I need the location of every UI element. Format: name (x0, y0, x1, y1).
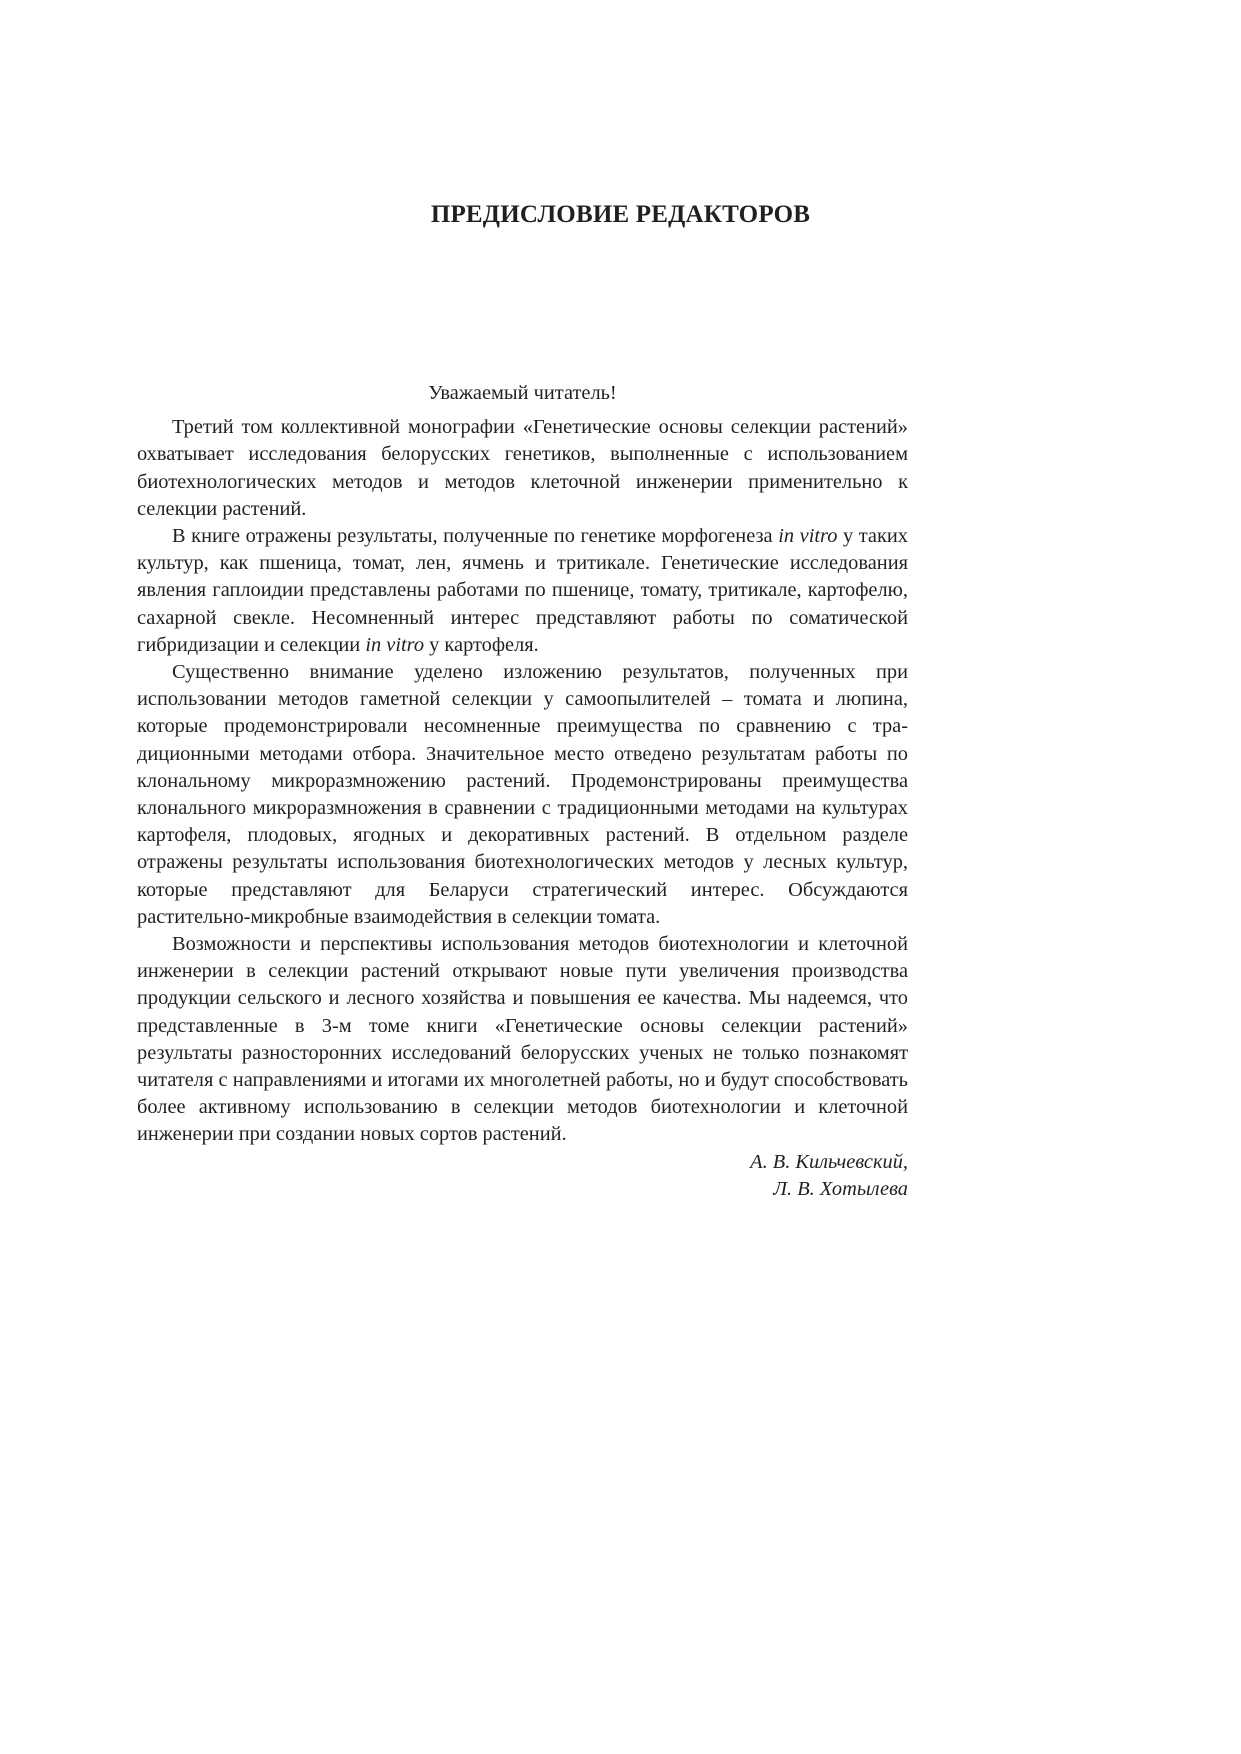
page-title: ПРЕДИСЛОВИЕ РЕДАКТОРОВ (430, 201, 811, 228)
paragraph-2-text-c: у таких культур, как пшеница, томат, лен, ячмень и тритикале. Генетические исследования явления гаплоидии представлены работами по пшенице, томату, тритикале, картофелю, сахарной свекле. Несомненный интерес представляют работы по соматической гибридизации и селекции (137, 525, 908, 656)
paragraph-2-text-a: В книге отражены результаты, полученные по генетике морфогенеза (172, 525, 779, 548)
paragraph-2-in-vitro-2: in vitro (365, 633, 425, 656)
signature-second-author: Л. В. Хотылева (773, 1177, 908, 1200)
paragraph-2-text-e: у картофеля. (424, 633, 539, 656)
signature-first-author: А. В. Кильчевский, (750, 1150, 908, 1173)
paragraph-2-in-vitro-1: in vitro (778, 525, 838, 548)
paragraph-3: Существенно внимание уделено изложению результатов, полученных при использовании методов гаметной селекции у самоопылителей – томата и люпина, которые продемонстрировали несомненные преимущества по сравнению с традиционными методами отбора. Значительное место отведено результатам работы по клональному микроразмножению растений. Продемонстрированы преимущества клонального микроразмножения в сравнении с традиционными методами на культурах картофеля, плодовых, ягодных и декоративных растений. В отдельном разделе отражены результаты использования биотехнологических методов у лесных культур, которые представляют для Беларуси стратегический интерес. Обсуждаются растительно-микробные взаимодействия в селекции томата. (137, 661, 908, 928)
salutation: Уважаемый читатель! (428, 382, 617, 404)
paragraph-2 (137, 523, 908, 659)
paragraph-4: Возможности и перспективы использования методов биотехнологии и клеточной инженерии в селекции растений открывают новые пути увеличения производства продукции сельского и лесного хозяйства и повышения ее качества. Мы надеемся, что представленные в 3-м томе книги «Генетические основы селекции растений» результаты разносторонних исследований белорусских ученых не только познакомят читателя с направлениями и итогами их многолетней работы, но и будут способствовать более активному использованию в селекции методов биотехнологии и клеточной инженерии при создании новых сортов растений. (137, 933, 908, 1146)
paragraph-1: Третий том коллективной монографии «Генетические основы селекции растений» охватывает исследования белорусских генетиков, выполненные с использованием биотехнологических методов и методов клеточной инженерии применительно к селекции растений. (137, 416, 908, 520)
preface-body (137, 380, 908, 1203)
